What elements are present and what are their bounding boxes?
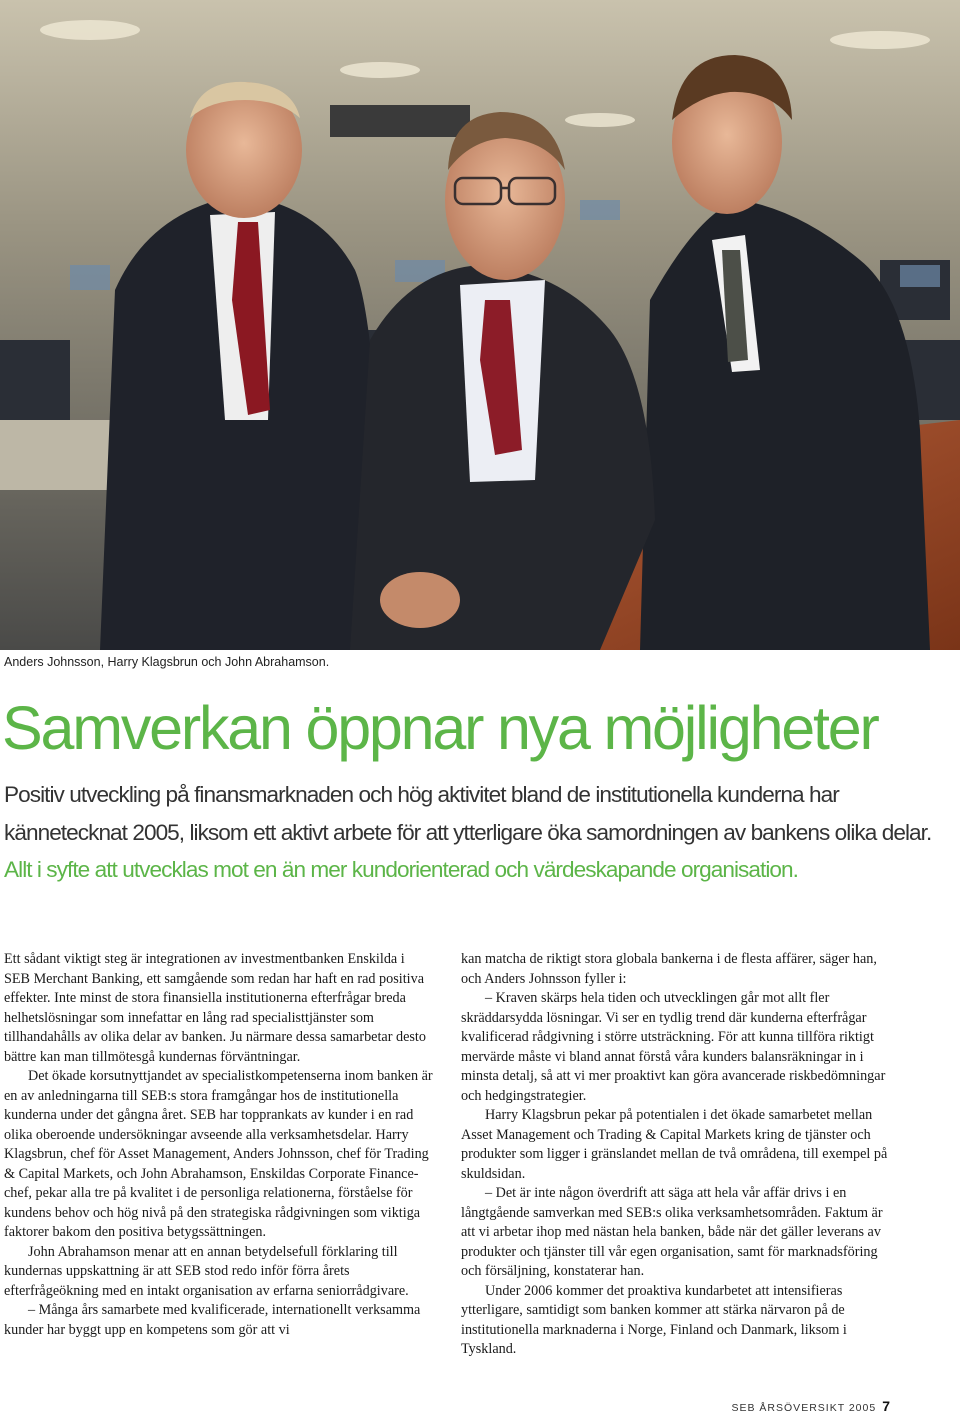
body-column-right [461,950,891,1360]
paragraph: Harry Klagsbrun pekar på potentialen i det ökade samarbetet mellan Asset Management och Trading & Capital Markets kring de tjänster och produkter som ligger i gränslandet mellan de två områdena, till exempel på skuldsidan. [461,1107,888,1182]
paragraph: Ett sådant viktigt steg är integrationen av investmentbanken Enskilda i SEB Merchant Banking, ett samgående som redan har haft en rad positiva effekter. Inte minst de stora finansiella institutionerna efterfrågar breda helhetslösningar som innefattar en lång rad specialisttjänster som tillhandahålls av olika delar av banken. Ju närmare dessa samarbetar desto bättre kan man tillmötesgå kundernas förväntningar. [4,951,426,1065]
paragraph: – Det är inte någon överdrift att säga att hela vår affär drivs i en långtgående samverkan med SEB:s olika verksamhetsområden. Faktum är att vi arbetar ihop med nästan hela banken, både när det gäller leverans av produkter och tjänster till vår egen organisation, samt för marknadsföring och försäljning, konstaterar han. [461,1185,883,1279]
page-title: Samverkan öppnar nya möjligheter [2,694,878,762]
footer-label: SEB ÅRSÖVERSIKT 2005 [731,1402,877,1414]
paragraph: – Många års samarbete med kvalificerade, internationellt verksamma kunder har byggt upp en kompetens som gör att vi [4,1302,421,1338]
page-number: 7 [882,1398,890,1414]
paragraph: Det ökade korsutnyttjandet av specialistkompetenserna inom banken är en av anledningarna till SEB:s stora framgångar hos de institutionella kunderna under det gångna året. SEB har topprankats av kunder i en rad olika oberoende undersökningar avseende alla verksamhetsdelar. Harry Klagsbrun, chef för Asset Management, Anders Johnsson, chef för Trading & Capital Markets, och John Abrahamson, Enskildas Corporate Finance-chef, pekar alla tre på kvalitet i de personliga relationerna, förståelse för kundens behov och hög nivå på den strategiska rådgivningen som viktiga faktorer bakom den positiva betygssättningen. [4,1068,433,1240]
body-column-left [4,950,434,1340]
photo-caption: Anders Johnsson, Harry Klagsbrun och John Abrahamson. [4,655,330,669]
photo-three-men-trading-floor [0,0,960,650]
paragraph: kan matcha de riktigt stora globala bankerna i de flesta affärer, säger han, och Anders Johnsson fyller i: [461,951,877,987]
paragraph: – Kraven skärps hela tiden och utvecklingen går mot allt fler skräddarsydda lösningar. Vi ser en tydlig trend där kunderna efterfrågar kvalificerad rådgivning i större utsträckning. För att kunna tillföra riktigt mervärde måste vi bland annat förstå våra kunders balansräkningar in i minsta detalj, så att vi mer proaktivt kan göra avancerade riskbedömningar och hedgingstrategier. [461,990,886,1104]
lead-highlight: Allt i syfte att utvecklas mot en än mer kundorienterad och värdeskapande organisation. [4,857,798,883]
paragraph: Under 2006 kommer det proaktiva kundarbetet att intensifieras ytterligare, samtidigt som banken kommer att stärka närvaron på de institutionella marknaderna i Norge, Finland och Danmark, liksom i Tyskland. [461,1282,847,1357]
photo-illustration [0,0,960,650]
lead-paragraph [4,776,960,889]
lead-text: Positiv utveckling på finansmarknaden och hög aktivitet bland de institutionella kunderna har kännetecknat 2005, liksom ett aktivt arbete för att ytterligare öka samordningen av bankens olika delar. [4,782,932,845]
paragraph: John Abrahamson menar att en annan betydelsefull förklaring till kundernas uppskattning är att SEB stod redo inför förra årets efterfrågeökning med en intakt organisation av erfarna seniorrådgivare. [4,1243,409,1299]
